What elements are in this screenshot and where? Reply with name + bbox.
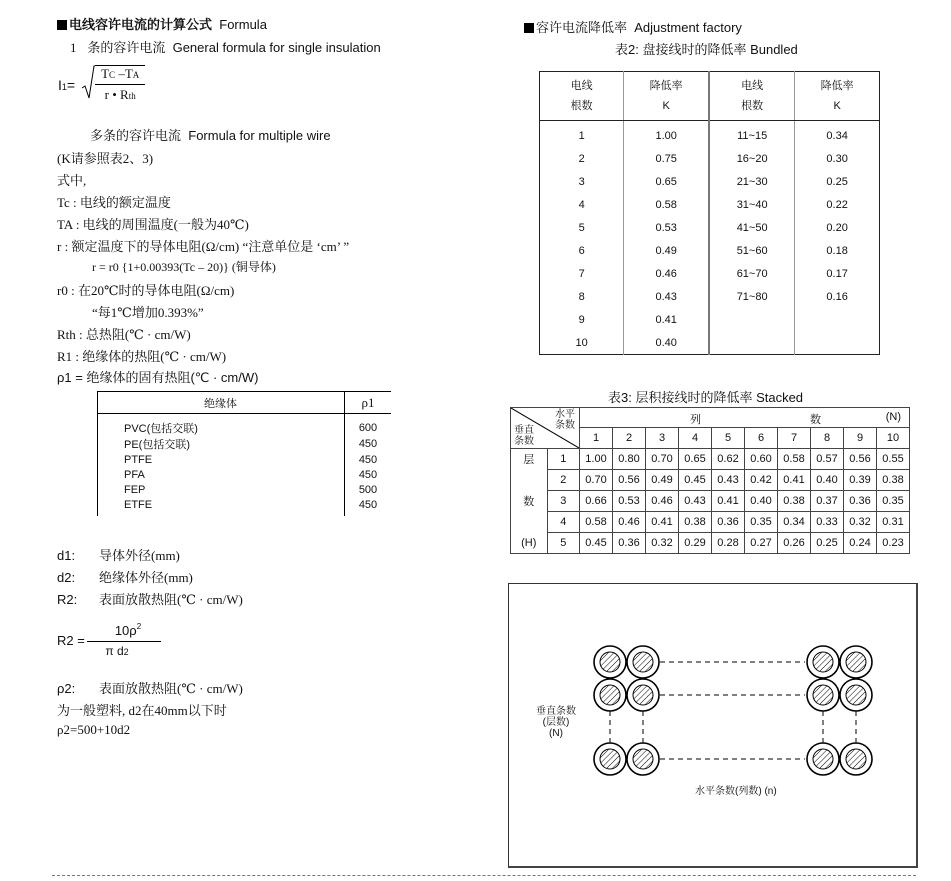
table-cell: 61~70 [709,262,795,285]
table2-title: 表2: 盘接线时的降低率 Bundled [615,42,798,57]
table-cell [795,331,880,355]
table-row [540,285,880,308]
table-cell [795,308,880,331]
table-cell: 0.36 [712,512,745,533]
table-cell: 71~80 [709,285,795,308]
table-cell: 0.58 [778,449,811,470]
table-cell [709,308,795,331]
table-cell: 0.26 [778,533,811,554]
table-cell: 0.62 [712,449,745,470]
column-header: 5 [712,428,745,449]
table-cell: 5 [578,221,585,234]
table-cell: 0.65 [679,449,712,470]
table3-title: 表3: 层积接线时的降低率 Stacked [608,390,804,405]
rho2-note: 为一般塑料, d2在40mm以下时 [57,703,227,718]
table-cell: 0.36 [613,533,646,554]
def-d1: d1: 导体外径(mm) [57,548,180,563]
table-cell: 0.18 [795,239,880,262]
table-cell: 0.33 [811,512,844,533]
row-number: 1 [547,449,579,470]
table-cell: 7 [578,267,585,280]
table-cell: 3 [578,175,585,188]
table-cell: 10 [575,336,588,349]
table-cell: 0.49 [624,239,709,262]
table-cell: 0.17 [795,262,880,285]
table-cell: 0.42 [745,470,778,491]
table-cell: 0.70 [580,470,613,491]
table-row: PVC(包括交联) 600 [98,414,392,437]
row-group-label: 数 [511,491,548,512]
table-row [511,512,910,533]
table-row [540,147,880,170]
table-cell: 0.28 [712,533,745,554]
table-cell: 0.45 [679,470,712,491]
table-row: PTFE 450 [98,452,392,467]
table-cell: 11~15 [709,121,795,148]
table-cell: 0.56 [844,449,877,470]
table-cell: 4 [578,198,585,211]
table-cell: 0.41 [778,470,811,491]
table-cell: 1.00 [580,449,613,470]
table-cell: 0.41 [712,491,745,512]
column-group-header: 列 数 (N) [580,408,910,428]
table-cell: 2 [578,152,585,165]
table-cell: 0.65 [624,170,709,193]
table-cell: 0.40 [745,491,778,512]
table-cell: 0.46 [613,512,646,533]
table-cell: 0.16 [795,285,880,308]
col-header-k: 降低率 K [624,72,709,121]
table-cell: 0.55 [877,449,910,470]
table-cell: 0.58 [580,512,613,533]
vertical-count-label: 垂直条数 (层数) (N) [536,706,576,739]
table-row: ETFE 450 [98,497,392,516]
column-header: 1 [580,428,613,449]
table-row [540,193,880,216]
table-cell: 0.39 [844,470,877,491]
table-cell: 0.66 [580,491,613,512]
row-group-label: (H) [511,533,548,554]
where-label: 式中, [57,173,87,188]
table-cell: 0.34 [778,512,811,533]
table-cell: 0.34 [795,121,880,148]
table-cell: 0.58 [624,193,709,216]
col-header-insulation: 绝缘体 [98,392,345,414]
table-cell: 0.27 [745,533,778,554]
row-number: 2 [547,470,579,491]
def-rho1: ρ1 = 绝缘体的固有热阻(℃ · cm/W) [57,370,259,385]
table-row: PFA 450 [98,467,392,482]
table-cell: 41~50 [709,216,795,239]
black-square-bullet-icon [524,23,534,33]
table-cell: 0.38 [778,491,811,512]
stacked-reduction-table [510,407,910,554]
table-row [540,308,880,331]
stacking-diagram [508,583,918,868]
table-row [511,533,910,554]
single-insulation-heading: 1 条的容许电流 General formula for single insulation [70,40,381,55]
col-header-rho1: ρ1 [345,392,392,414]
multiple-wire-heading: 多条的容许电流 Formula for multiple wire [90,128,331,143]
def-rth: Rth : 总热阻(℃ · cm/W) [57,327,191,342]
formula-section-title: 电线容许电流的计算公式 Formula [57,14,267,33]
table-cell: 0.20 [795,216,880,239]
row-number: 5 [547,533,579,554]
black-square-bullet-icon [57,20,67,30]
def-ta: TA : 电线的周围温度(一般为40℃) [57,217,249,232]
column-header: 6 [745,428,778,449]
table-cell: 0.45 [580,533,613,554]
column-header: 10 [877,428,910,449]
table-cell: 0.49 [646,470,679,491]
table-cell: 0.70 [646,449,679,470]
table-cell: 0.56 [613,470,646,491]
table-cell: 0.43 [624,285,709,308]
ref-note: (K请参照表2、3) [57,151,154,166]
table-row [540,121,880,148]
table-cell: 0.53 [613,491,646,512]
table-cell: 0.57 [811,449,844,470]
def-r0-note: “每1℃增加0.393%” [92,305,204,320]
table-cell: 51~60 [709,239,795,262]
formula-i1: I1= $\frac{TC -TA}{\text{r • Rth}}$ [58,64,145,105]
table-cell: 9 [578,313,585,326]
table-cell: 0.25 [795,170,880,193]
corner-header-cell: 水平 条数 垂直 条数 [511,408,580,449]
def-rho2: ρ2: 表面放散热阻(℃ · cm/W) [57,681,243,696]
table-cell: 0.37 [811,491,844,512]
table-row [540,262,880,285]
def-r0: r0 : 在20℃时的导体电阻(Ω/cm) [57,283,235,298]
formula-r: r = r0 {1+0.00393(Tc – 20)} (铜导体) [92,260,276,274]
rho2-formula: ρ2=500+10d2 [57,722,131,737]
insulation-rho-table [97,391,391,516]
table-cell: 16~20 [709,147,795,170]
table-row [540,216,880,239]
table-row [540,170,880,193]
table-row [511,470,910,491]
row-group-label [511,470,548,491]
table-row [540,239,880,262]
table-cell: 1 [578,129,585,142]
table-cell: 0.75 [624,147,709,170]
table-cell: 0.80 [613,449,646,470]
row-group-label: 层 [511,449,548,470]
column-header: 9 [844,428,877,449]
table-cell: 0.23 [877,533,910,554]
table-cell: 1.00 [624,121,709,148]
table-cell: 0.46 [624,262,709,285]
table-cell: 0.40 [811,470,844,491]
adjustment-section-title: 容许电流降低率 Adjustment factory [524,17,742,36]
column-header: 3 [646,428,679,449]
table-cell: 21~30 [709,170,795,193]
table-cell: 0.32 [646,533,679,554]
table-cell: 0.31 [877,512,910,533]
table-cell: 0.43 [712,470,745,491]
table-row: FEP 500 [98,482,392,497]
formula-r2: R2 = $\frac{10\rho^2}{\text{π d2}}$ [57,622,161,658]
col-header-wire-count-2: 电线 根数 [709,72,795,121]
row-number: 4 [547,512,579,533]
table-cell: 0.41 [624,308,709,331]
def-tc: Tc : 电线的额定温度 [57,195,171,210]
def-r: r : 额定温度下的导体电阻(Ω/cm) “注意单位是 ‘cm’ ” [57,239,350,254]
def-r2: R2: 表面放散热阻(℃ · cm/W) [57,592,243,607]
table-cell: 0.40 [624,331,709,355]
column-header: 2 [613,428,646,449]
table-cell: 0.32 [844,512,877,533]
table-row [540,331,880,355]
table-cell: 0.35 [745,512,778,533]
page-divider [52,875,916,876]
row-group-label [511,512,548,533]
table-cell: 6 [578,244,585,257]
col-header-k-2: 降低率 K [795,72,880,121]
horizontal-count-label: 水平条数(列数) (n) [695,786,777,797]
table-cell: 0.41 [646,512,679,533]
column-header: 4 [679,428,712,449]
table-cell [709,331,795,355]
row-number: 3 [547,491,579,512]
table-cell: 0.46 [646,491,679,512]
table-cell: 0.38 [679,512,712,533]
table-cell: 0.36 [844,491,877,512]
table-cell: 0.29 [679,533,712,554]
table-cell: 0.35 [877,491,910,512]
table-cell: 0.38 [877,470,910,491]
column-header: 8 [811,428,844,449]
column-header: 7 [778,428,811,449]
def-r1: R1 : 绝缘体的热阻(℃ · cm/W) [57,349,227,364]
table-cell: 0.22 [795,193,880,216]
table-row [511,449,910,470]
bundled-reduction-table [539,71,880,355]
table-cell: 0.25 [811,533,844,554]
table-cell: 0.24 [844,533,877,554]
table-cell: 0.43 [679,491,712,512]
table-cell: 8 [578,290,585,303]
sqrt-symbol-icon [81,64,95,105]
table-cell: 0.53 [624,216,709,239]
table-row [511,491,910,512]
table-row: PE(包括交联) 450 [98,436,392,452]
col-header-wire-count: 电线 根数 [540,72,624,121]
table-cell: 0.30 [795,147,880,170]
def-d2: d2: 绝缘体外径(mm) [57,570,193,585]
table-cell: 0.60 [745,449,778,470]
table-cell: 31~40 [709,193,795,216]
